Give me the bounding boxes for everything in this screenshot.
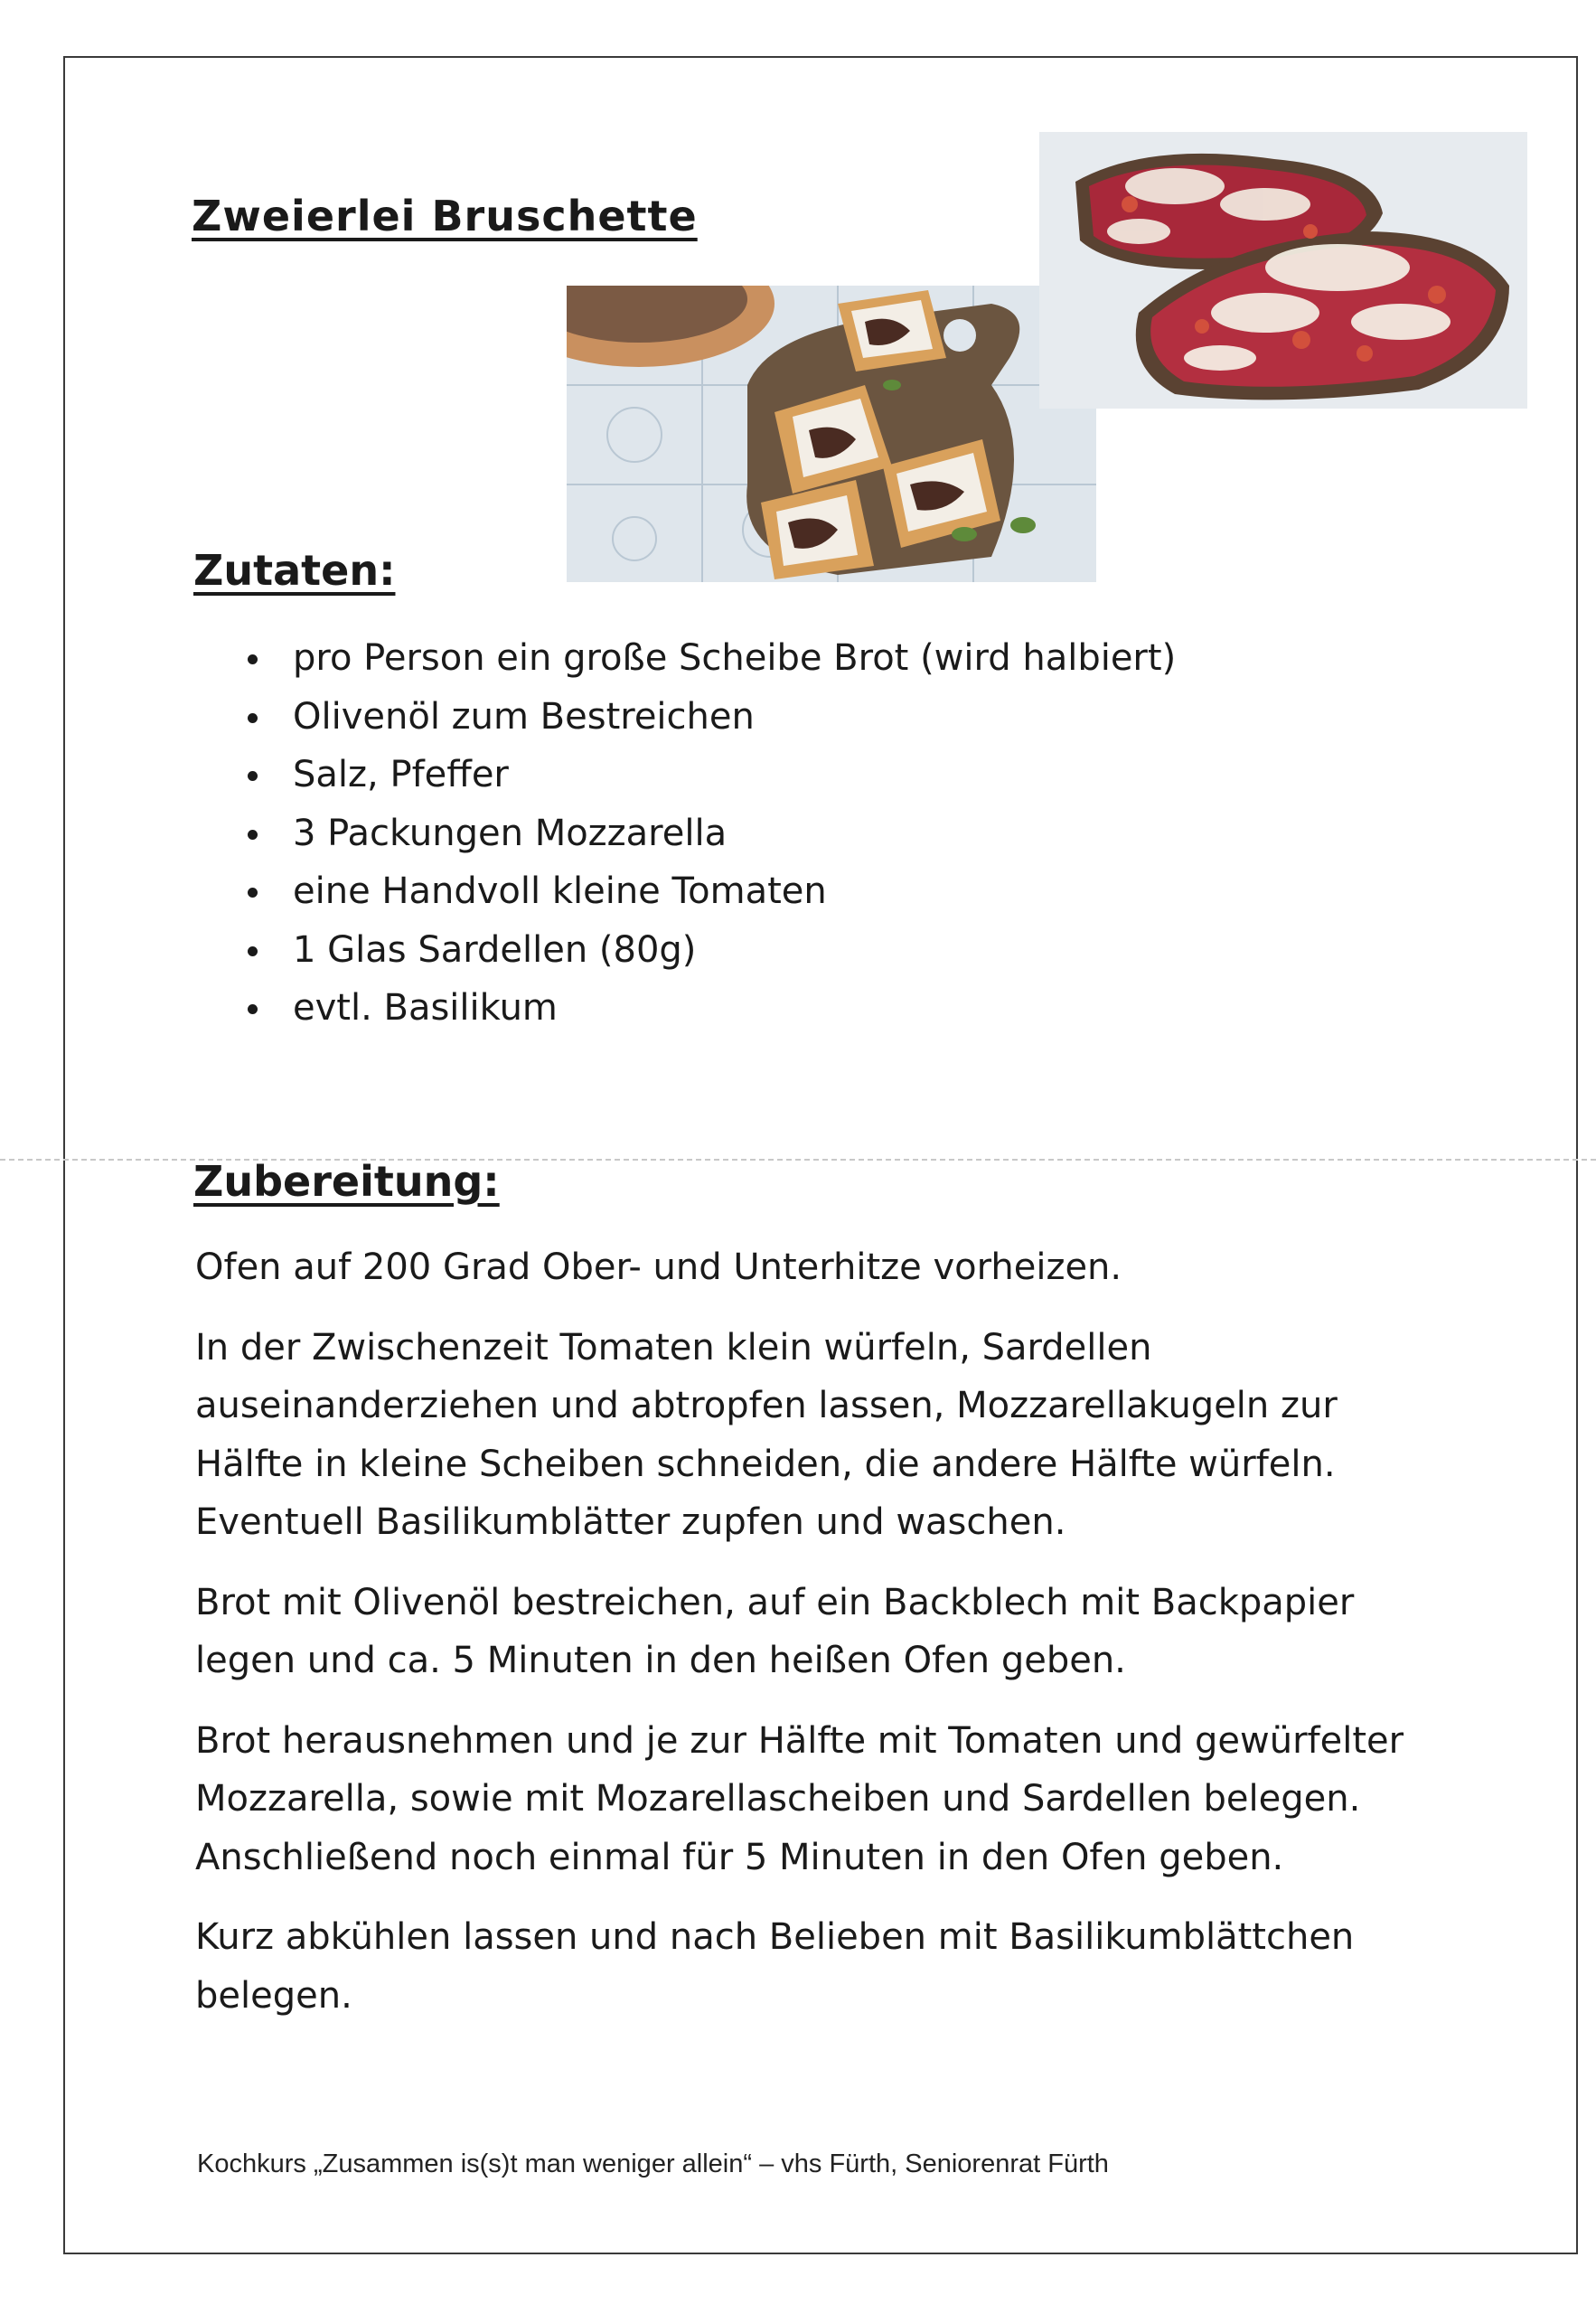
footer-note: Kochkurs „Zusammen is(s)t man weniger allein“ – vhs Fürth, Seniorenrat Fürth: [197, 2149, 1109, 2178]
bruschetta-tomato-photo: [1039, 132, 1527, 409]
preparation-step: Brot herausnehmen und je zur Hälfte mit Tomaten und gewürfelter Mozzarella, sowie mit Mozarellascheiben und Sardellen belegen. Anschließend noch einmal für 5 Minuten in den Ofen geben.: [195, 1719, 1404, 1878]
preparation-steps: [195, 1238, 1442, 2046]
ingredients-list: [237, 629, 1176, 1038]
preparation-step: Kurz abkühlen lassen und nach Belieben mit Basilikumblättchen belegen.: [195, 1916, 1355, 2017]
preparation-step: In der Zwischenzeit Tomaten klein würfeln, Sardellen auseinanderziehen und abtropfen lassen, Mozzarellakugeln zur Hälfte in kleine Scheiben schneiden, die andere Hälfte würfeln. Eventuell Basilikumblätter zupfen und waschen.: [195, 1326, 1338, 1543]
recipe-title: Zweierlei Bruschette: [192, 192, 698, 240]
ingredients-heading: Zutaten:: [193, 546, 396, 595]
ingredient-item: eine Handvoll kleine Tomaten: [237, 862, 1176, 921]
ingredient-item: 1 Glas Sardellen (80g): [237, 921, 1176, 980]
preparation-heading: Zubereitung:: [193, 1157, 500, 1206]
ingredient-item: 3 Packungen Mozzarella: [237, 804, 1176, 863]
ingredient-item: evtl. Basilikum: [237, 979, 1176, 1038]
ingredient-item: pro Person ein große Scheibe Brot (wird halbiert): [237, 629, 1176, 688]
bruschetta-anchovy-photo: [567, 286, 1096, 582]
preparation-step: Brot mit Olivenöl bestreichen, auf ein Backblech mit Backpapier legen und ca. 5 Minuten in den heißen Ofen geben.: [195, 1581, 1355, 1681]
preparation-step: Ofen auf 200 Grad Ober- und Unterhitze vorheizen.: [195, 1246, 1122, 1288]
ingredient-item: Olivenöl zum Bestreichen: [237, 688, 1176, 747]
ingredient-item: Salz, Pfeffer: [237, 746, 1176, 804]
